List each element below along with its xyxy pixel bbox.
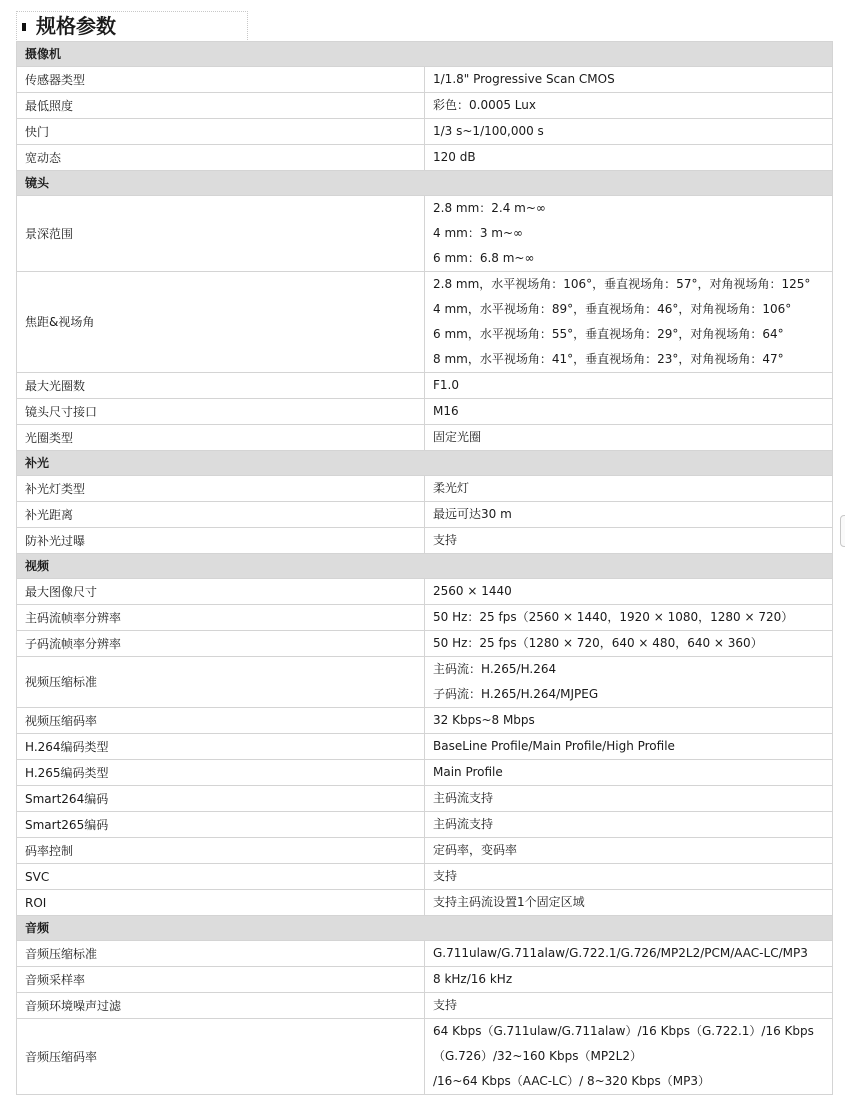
spec-row xyxy=(17,708,833,734)
spec-label: 音频压缩标准 xyxy=(17,941,425,967)
spec-row xyxy=(17,579,833,605)
spec-row xyxy=(17,399,833,425)
spec-label: SVC xyxy=(17,864,425,890)
spec-value-cell xyxy=(425,890,833,916)
spec-value: 最远可达30 m xyxy=(433,507,512,521)
spec-row xyxy=(17,605,833,631)
spec-value-cell xyxy=(425,476,833,502)
spec-value: 64 Kbps（G.711ulaw/G.711alaw）/16 Kbps（G.722.1）/16 Kbps（G.726）/32~160 Kbps（MP2L2） xyxy=(433,1024,814,1063)
spec-value: 8 kHz/16 kHz xyxy=(433,972,513,986)
section-title: 补光 xyxy=(17,451,833,476)
spec-value: 支持主码流设置1个固定区域 xyxy=(433,895,585,909)
page-title-box xyxy=(16,11,248,40)
spec-row xyxy=(17,119,833,145)
section-title: 音频 xyxy=(17,916,833,941)
spec-value-cell xyxy=(425,838,833,864)
spec-value-cell xyxy=(425,1019,833,1095)
spec-value: 4 mm，水平视场角：89°，垂直视场角：46°，对角视场角：106° xyxy=(433,302,792,316)
spec-label: 镜头尺寸接口 xyxy=(17,399,425,425)
spec-label: Smart264编码 xyxy=(17,786,425,812)
spec-label: 音频采样率 xyxy=(17,967,425,993)
spec-label: 最低照度 xyxy=(17,93,425,119)
spec-value: 120 dB xyxy=(433,150,476,164)
spec-value: BaseLine Profile/Main Profile/High Profile xyxy=(433,739,675,753)
spec-value: 6 mm：6.8 m~∞ xyxy=(433,251,535,265)
section-title: 镜头 xyxy=(17,171,833,196)
spec-value: G.711ulaw/G.711alaw/G.722.1/G.726/MP2L2/PCM/AAC-LC/MP3 xyxy=(433,946,808,960)
spec-value: 32 Kbps~8 Mbps xyxy=(433,713,535,727)
spec-row xyxy=(17,941,833,967)
spec-value: 6 mm，水平视场角：55°，垂直视场角：29°，对角视场角：64° xyxy=(433,327,784,341)
spec-label: 主码流帧率分辨率 xyxy=(17,605,425,631)
spec-row xyxy=(17,67,833,93)
spec-value: 支持 xyxy=(433,533,458,547)
spec-label: 码率控制 xyxy=(17,838,425,864)
spec-value-cell xyxy=(425,864,833,890)
spec-row xyxy=(17,993,833,1019)
spec-value: 支持 xyxy=(433,869,458,883)
spec-value-cell xyxy=(425,425,833,451)
spec-value: 主码流支持 xyxy=(433,791,494,805)
spec-row xyxy=(17,373,833,399)
spec-value-cell xyxy=(425,93,833,119)
spec-label: Smart265编码 xyxy=(17,812,425,838)
spec-value: 主码流：H.265/H.264 xyxy=(433,662,557,676)
title-bullet-icon xyxy=(22,23,26,31)
spec-value: 定码率，变码率 xyxy=(433,843,518,857)
spec-label: 防补光过曝 xyxy=(17,528,425,554)
spec-value: 彩色：0.0005 Lux xyxy=(433,98,536,112)
spec-value: 1/3 s~1/100,000 s xyxy=(433,124,544,138)
spec-value-cell xyxy=(425,528,833,554)
spec-value: M16 xyxy=(433,404,459,418)
spec-row xyxy=(17,760,833,786)
page-title: 规格参数 xyxy=(36,14,116,38)
spec-value-cell xyxy=(425,657,833,708)
spec-label: 焦距&视场角 xyxy=(17,272,425,373)
spec-value-cell xyxy=(425,196,833,272)
spec-value-cell xyxy=(425,67,833,93)
spec-value: 固定光圈 xyxy=(433,430,482,444)
spec-value-cell xyxy=(425,579,833,605)
spec-row xyxy=(17,528,833,554)
spec-row xyxy=(17,786,833,812)
spec-value-cell xyxy=(425,373,833,399)
spec-value: 柔光灯 xyxy=(433,481,470,495)
section-title: 摄像机 xyxy=(17,42,833,67)
spec-label: 景深范围 xyxy=(17,196,425,272)
spec-label: H.265编码类型 xyxy=(17,760,425,786)
spec-row xyxy=(17,890,833,916)
spec-value-cell xyxy=(425,941,833,967)
spec-row xyxy=(17,631,833,657)
spec-value-cell xyxy=(425,708,833,734)
spec-label: 宽动态 xyxy=(17,145,425,171)
spec-value: 子码流：H.265/H.264/MJPEG xyxy=(433,687,599,701)
spec-value: 主码流支持 xyxy=(433,817,494,831)
spec-label: 视频压缩码率 xyxy=(17,708,425,734)
spec-value-cell xyxy=(425,734,833,760)
spec-row xyxy=(17,1019,833,1095)
spec-value: /16~64 Kbps（AAC-LC）/ 8~320 Kbps（MP3） xyxy=(433,1074,710,1088)
spec-value: 2.8 mm：2.4 m~∞ xyxy=(433,201,546,215)
spec-value: 2.8 mm，水平视场角：106°，垂直视场角：57°，对角视场角：125° xyxy=(433,277,811,291)
spec-table xyxy=(16,41,833,1095)
spec-row xyxy=(17,967,833,993)
spec-row xyxy=(17,272,833,373)
spec-value-cell xyxy=(425,399,833,425)
spec-label: 视频压缩标准 xyxy=(17,657,425,708)
spec-value: 2560 × 1440 xyxy=(433,584,512,598)
spec-value-cell xyxy=(425,993,833,1019)
spec-value: 支持 xyxy=(433,998,458,1012)
spec-label: 最大图像尺寸 xyxy=(17,579,425,605)
spec-value-cell xyxy=(425,760,833,786)
spec-label: 音频压缩码率 xyxy=(17,1019,425,1095)
section-title: 视频 xyxy=(17,554,833,579)
spec-row xyxy=(17,93,833,119)
spec-label: 最大光圈数 xyxy=(17,373,425,399)
spec-value-cell xyxy=(425,145,833,171)
spec-row xyxy=(17,838,833,864)
spec-value-cell xyxy=(425,272,833,373)
spec-value-cell xyxy=(425,812,833,838)
spec-value-cell xyxy=(425,605,833,631)
spec-value-cell xyxy=(425,967,833,993)
spec-value: 4 mm：3 m~∞ xyxy=(433,226,524,240)
spec-row xyxy=(17,502,833,528)
side-scroll-tab[interactable] xyxy=(840,515,845,547)
spec-row xyxy=(17,425,833,451)
spec-value: 8 mm，水平视场角：41°，垂直视场角：23°，对角视场角：47° xyxy=(433,352,784,366)
spec-value: 1/1.8" Progressive Scan CMOS xyxy=(433,72,615,86)
spec-table-body xyxy=(17,42,833,1095)
spec-row xyxy=(17,476,833,502)
section-header-row xyxy=(17,42,833,67)
spec-row xyxy=(17,864,833,890)
spec-value: F1.0 xyxy=(433,378,459,392)
spec-row xyxy=(17,657,833,708)
spec-value-cell xyxy=(425,786,833,812)
section-header-row xyxy=(17,554,833,579)
spec-label: 补光灯类型 xyxy=(17,476,425,502)
spec-label: 补光距离 xyxy=(17,502,425,528)
spec-row xyxy=(17,812,833,838)
spec-label: 子码流帧率分辨率 xyxy=(17,631,425,657)
spec-label: 传感器类型 xyxy=(17,67,425,93)
spec-value-cell xyxy=(425,502,833,528)
spec-label: H.264编码类型 xyxy=(17,734,425,760)
spec-row xyxy=(17,145,833,171)
spec-label: 快门 xyxy=(17,119,425,145)
spec-value-cell xyxy=(425,119,833,145)
spec-value: 50 Hz：25 fps（2560 × 1440，1920 × 1080，1280 × 720） xyxy=(433,610,794,624)
section-header-row xyxy=(17,171,833,196)
spec-row xyxy=(17,196,833,272)
spec-value-cell xyxy=(425,631,833,657)
section-header-row xyxy=(17,451,833,476)
spec-row xyxy=(17,734,833,760)
spec-label: 音频环境噪声过滤 xyxy=(17,993,425,1019)
section-header-row xyxy=(17,916,833,941)
spec-label: ROI xyxy=(17,890,425,916)
spec-value: Main Profile xyxy=(433,765,503,779)
spec-value: 50 Hz：25 fps（1280 × 720，640 × 480，640 × 360） xyxy=(433,636,763,650)
spec-label: 光圈类型 xyxy=(17,425,425,451)
